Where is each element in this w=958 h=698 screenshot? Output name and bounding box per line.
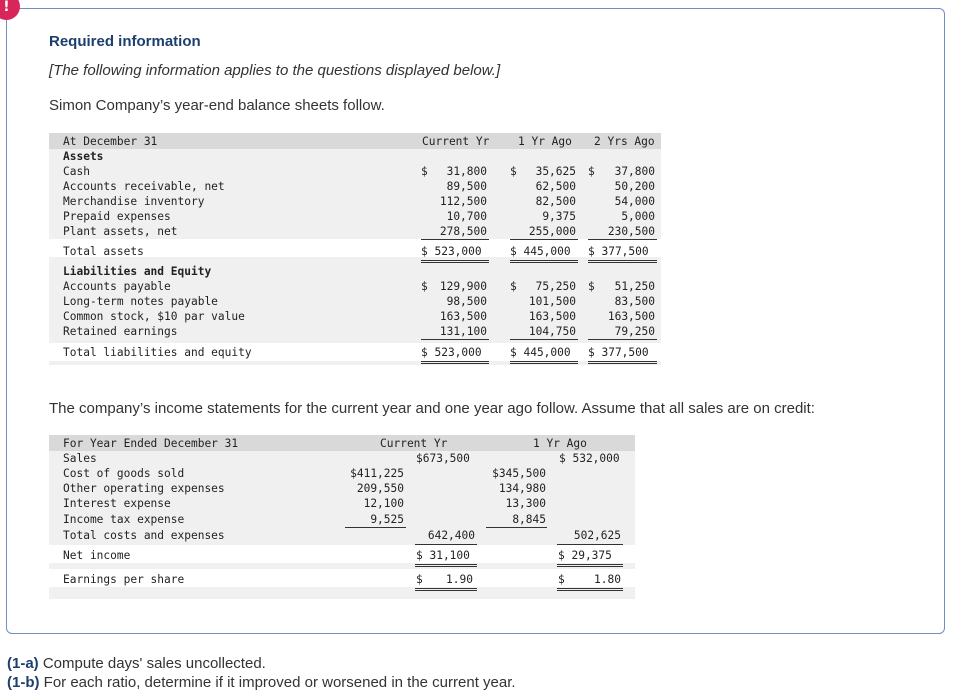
cell-value: 112,500 bbox=[439, 195, 487, 208]
double-underline bbox=[588, 260, 657, 263]
cell-value: 31,800 bbox=[446, 165, 487, 178]
dollar-sign: $ bbox=[421, 280, 428, 293]
dollar-sign: $ bbox=[588, 280, 595, 293]
double-underline bbox=[557, 564, 623, 567]
cell-value: 163,500 bbox=[439, 310, 487, 323]
cell-value: 5,000 bbox=[621, 210, 655, 223]
dollar-sign: $ bbox=[510, 280, 517, 293]
row-label: Accounts receivable, net bbox=[63, 180, 225, 193]
column-header-1yr: 1 Yr Ago bbox=[518, 135, 572, 148]
dollar-sign: $ bbox=[558, 573, 565, 586]
cell-value: $ 523,000 bbox=[421, 346, 482, 359]
underline bbox=[415, 544, 477, 545]
cell-value: $ 445,000 bbox=[510, 245, 571, 258]
cell-value: $ 445,000 bbox=[510, 346, 571, 359]
row-label: Sales bbox=[63, 452, 97, 465]
liabilities-heading: Liabilities and Equity bbox=[63, 265, 212, 278]
double-underline bbox=[510, 260, 578, 263]
column-header-2yr: 2 Yrs Ago bbox=[594, 135, 655, 148]
question-text: For each ratio, determine if it improved or worsened in the current year. bbox=[39, 674, 516, 691]
dollar-sign: $ bbox=[588, 165, 595, 178]
question-1b bbox=[7, 674, 516, 691]
row-label: Prepaid expenses bbox=[63, 210, 171, 223]
underline bbox=[345, 527, 406, 528]
cell-value: $ 523,000 bbox=[421, 245, 482, 258]
cell-value: 230,500 bbox=[607, 225, 655, 238]
double-underline bbox=[421, 361, 489, 364]
cell-value: 278,500 bbox=[439, 225, 487, 238]
row-label: Earnings per share bbox=[63, 573, 185, 586]
cell-value: $ 377,500 bbox=[588, 245, 649, 258]
row-label: Cash bbox=[63, 165, 90, 178]
underline bbox=[557, 544, 623, 545]
question-text: Compute days' sales uncollected. bbox=[38, 655, 266, 672]
dollar-sign: $ bbox=[416, 573, 423, 586]
row-label: Other operating expenses bbox=[63, 482, 225, 495]
cell-value: 209,550 bbox=[356, 482, 404, 495]
cell-value: 62,500 bbox=[535, 180, 576, 193]
double-underline bbox=[510, 361, 578, 364]
cell-value: $345,500 bbox=[492, 467, 546, 480]
cell-value: 35,625 bbox=[535, 165, 576, 178]
income-statement-intro: The company’s income statements for the current year and one year ago follow. Assume that all sales are on credit: bbox=[49, 400, 815, 417]
question-1a bbox=[7, 655, 266, 672]
double-underline bbox=[557, 588, 623, 591]
cell-value: 79,250 bbox=[614, 325, 655, 338]
cell-value: 502,625 bbox=[573, 529, 621, 542]
cell-value: 12,100 bbox=[363, 497, 404, 510]
cell-value: 98,500 bbox=[446, 295, 487, 308]
cell-value: 50,200 bbox=[614, 180, 655, 193]
double-underline bbox=[415, 588, 477, 591]
cell-value: 8,845 bbox=[512, 513, 546, 526]
required-info-title: Required information bbox=[49, 33, 201, 50]
underline bbox=[421, 239, 489, 240]
row-label: Total liabilities and equity bbox=[63, 346, 252, 359]
income-statement-table bbox=[49, 435, 635, 599]
cell-value: 104,750 bbox=[528, 325, 576, 338]
cell-value: $ 29,375 bbox=[558, 549, 612, 562]
column-label: At December 31 bbox=[63, 135, 158, 148]
row-label: Total costs and expenses bbox=[63, 529, 225, 542]
cell-value: $ 377,500 bbox=[588, 346, 649, 359]
balance-sheet-intro: Simon Company’s year-end balance sheets follow. bbox=[49, 97, 385, 114]
dollar-sign: $ bbox=[421, 165, 428, 178]
cell-value: $ 532,000 bbox=[559, 452, 620, 465]
cell-value: 89,500 bbox=[446, 180, 487, 193]
column-label: For Year Ended December 31 bbox=[63, 437, 239, 450]
underline bbox=[588, 239, 657, 240]
underline bbox=[510, 339, 578, 340]
balance-sheet-table bbox=[49, 133, 661, 365]
row-label: Net income bbox=[63, 549, 131, 562]
column-header-prior: 1 Yr Ago bbox=[533, 437, 587, 450]
cell-value: 134,980 bbox=[498, 482, 546, 495]
cell-value: 642,400 bbox=[427, 529, 475, 542]
row-label: Income tax expense bbox=[63, 513, 185, 526]
row-label: Retained earnings bbox=[63, 325, 178, 338]
double-underline bbox=[415, 564, 477, 567]
cell-value: 9,525 bbox=[370, 513, 404, 526]
cell-value: 51,250 bbox=[614, 280, 655, 293]
row-label: Total assets bbox=[63, 245, 144, 258]
row-label: Long-term notes payable bbox=[63, 295, 218, 308]
double-underline bbox=[588, 361, 657, 364]
cell-value: 101,500 bbox=[528, 295, 576, 308]
cell-value: 1.90 bbox=[446, 573, 473, 586]
cell-value: 9,375 bbox=[542, 210, 576, 223]
cell-value: 13,300 bbox=[505, 497, 546, 510]
assets-heading: Assets bbox=[63, 150, 104, 163]
cell-value: $673,500 bbox=[416, 452, 470, 465]
question-tag: (1-a) bbox=[7, 655, 39, 672]
cell-value: 54,000 bbox=[614, 195, 655, 208]
row-label: Interest expense bbox=[63, 497, 171, 510]
cell-value: 131,100 bbox=[439, 325, 487, 338]
cell-value: 10,700 bbox=[446, 210, 487, 223]
row-label: Common stock, $10 par value bbox=[63, 310, 245, 323]
cell-value: $ 31,100 bbox=[416, 549, 470, 562]
alert-icon: ! bbox=[0, 0, 20, 20]
cell-value: 75,250 bbox=[535, 280, 576, 293]
cell-value: 1.80 bbox=[594, 573, 621, 586]
cell-value: 255,000 bbox=[528, 225, 576, 238]
cell-value: 82,500 bbox=[535, 195, 576, 208]
underline bbox=[486, 527, 547, 528]
underline bbox=[510, 239, 578, 240]
cell-value: 37,800 bbox=[614, 165, 655, 178]
question-tag: (1-b) bbox=[7, 674, 40, 691]
row-label: Plant assets, net bbox=[63, 225, 178, 238]
cell-value: $411,225 bbox=[350, 467, 404, 480]
info-note: [The following information applies to the questions displayed below.] bbox=[49, 62, 501, 79]
row-band bbox=[49, 545, 635, 563]
underline bbox=[588, 339, 657, 340]
column-header-current: Current Yr bbox=[380, 437, 448, 450]
column-header-current: Current Yr bbox=[422, 135, 490, 148]
cell-value: 129,900 bbox=[439, 280, 487, 293]
double-underline bbox=[421, 260, 489, 263]
cell-value: 163,500 bbox=[607, 310, 655, 323]
cell-value: 83,500 bbox=[614, 295, 655, 308]
row-label: Cost of goods sold bbox=[63, 467, 185, 480]
cell-value: 163,500 bbox=[528, 310, 576, 323]
row-label: Accounts payable bbox=[63, 280, 171, 293]
dollar-sign: $ bbox=[510, 165, 517, 178]
row-label: Merchandise inventory bbox=[63, 195, 205, 208]
underline bbox=[421, 339, 489, 340]
